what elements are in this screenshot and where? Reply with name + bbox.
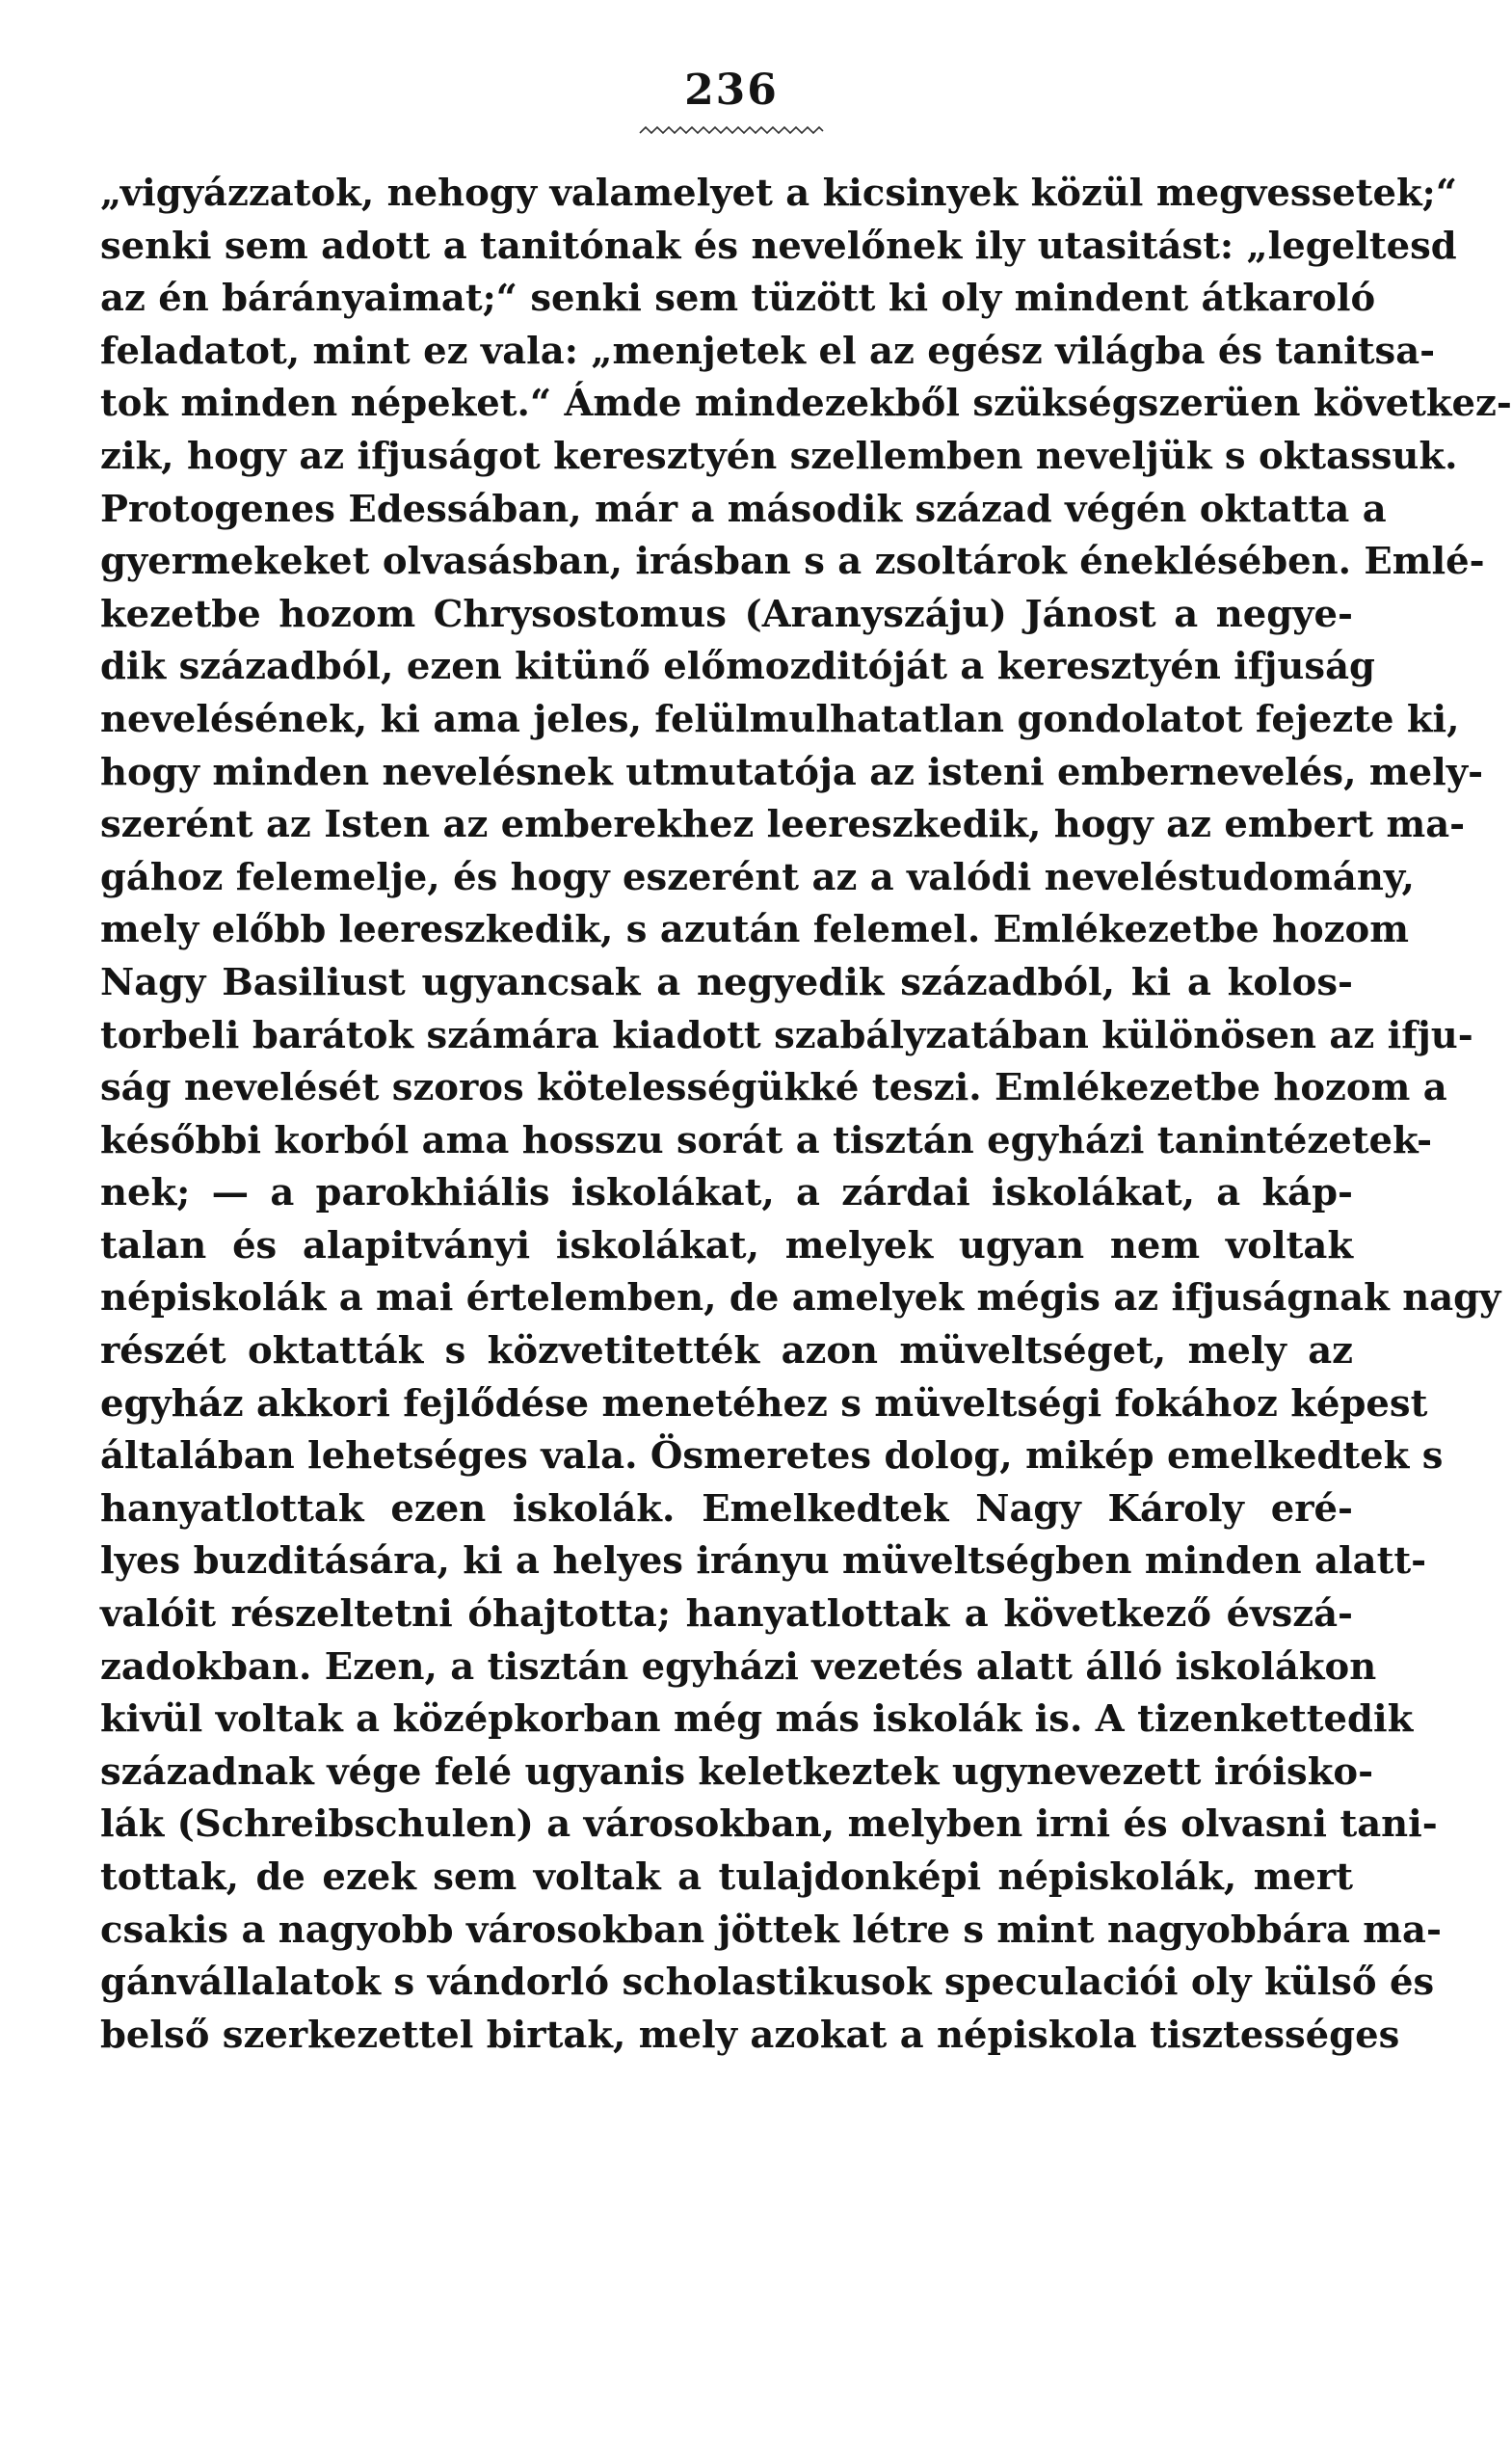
text-line: valóit részeltetni óhajtotta; hanyatlottak a következő évszá- <box>100 1592 1353 1637</box>
text-line: általában lehetséges vala. Ösmeretes dolog, mikép emelkedtek s <box>100 1434 1444 1479</box>
wavy-underline-ornament <box>640 123 823 139</box>
text-line: „vigyázzatok, nehogy valamelyet a kicsinyek közül megvessetek;“ <box>100 172 1458 215</box>
text-line: tottak, de ezek sem voltak a tulajdonképi népiskolák, mert <box>100 1855 1353 1899</box>
text-line: gánvállalatok s vándorló scholastikusok speculaciói oly külső és <box>100 1961 1435 2005</box>
text-line: Protogenes Edessában, már a második század végén oktatta a <box>100 487 1387 531</box>
text-line: szerént az Isten az emberekhez leereszkedik, hogy az embert ma- <box>100 803 1466 847</box>
text-line: csakis a nagyobb városokban jöttek létre s mint nagyobbára ma- <box>100 1908 1442 1952</box>
text-line: kezetbe hozom Chrysostomus (Aranyszáju) Jánost a negye- <box>100 592 1353 636</box>
text-line: dik századból, ezen kitünő előmozditóját a keresztyén ifjuság <box>100 645 1375 689</box>
text-line: lák (Schreibschulen) a városokban, melyben irni és olvasni tani- <box>100 1802 1438 1847</box>
text-line: torbeli barátok számára kiadott szabályzatában különösen az ifju- <box>100 1013 1473 1057</box>
text-line: népiskolák a mai értelemben, de amelyek mégis az ifjuságnak nagy <box>100 1276 1501 1321</box>
text-line: kivül voltak a középkorban még más iskolák is. A tizenkettedik <box>100 1697 1414 1742</box>
text-line: későbbi korból ama hosszu sorát a tisztán egyházi tanintézetek- <box>100 1118 1433 1162</box>
text-line: nevelésének, ki ama jeles, felülmulhatatlan gondolatot fejezte ki, <box>100 697 1460 741</box>
text-line: gyermekeket olvasásban, irásban s a zsoltárok éneklésében. Emlé- <box>100 540 1485 584</box>
text-line: senki sem adott a tanitónak és nevelőnek ily utasitást: „legeltesd <box>100 224 1457 268</box>
text-line: gához felemelje, és hogy eszerént az a valódi neveléstudomány, <box>100 855 1415 899</box>
text-line: feladatot, mint ez vala: „menjetek el az egész világba és tanitsa- <box>100 329 1436 373</box>
text-line: részét oktatták s közvetitették azon müveltséget, mely az <box>100 1329 1353 1374</box>
text-line: zik, hogy az ifjuságot keresztyén szellemben neveljük s oktassuk. <box>100 434 1458 478</box>
text-line: mely előbb leereszkedik, s azután felemel. Emlékezetbe hozom <box>100 908 1409 952</box>
text-line: lyes buzditására, ki a helyes irányu müveltségben minden alatt- <box>100 1539 1427 1584</box>
text-line: nek; — a parokhiális iskolákat, a zárdai iskolákat, a káp- <box>100 1171 1353 1215</box>
text-line: az én bárányaimat;“ senki sem tüzött ki oly mindent átkaroló <box>100 277 1376 321</box>
text-line: hanyatlottak ezen iskolák. Emelkedtek Nagy Károly eré- <box>100 1486 1353 1531</box>
body-text <box>100 168 1512 2062</box>
text-line: talan és alapitványi iskolákat, melyek ugyan nem voltak <box>100 1223 1353 1268</box>
text-line: ság nevelését szoros kötelességükké teszi. Emlékezetbe hozom a <box>100 1066 1447 1110</box>
text-line: Nagy Basiliust ugyancsak a negyedik századból, ki a kolos- <box>100 960 1353 1004</box>
page-number: 236 <box>684 66 779 115</box>
text-line: egyház akkori fejlődése menetéhez s müveltségi fokához képest <box>100 1381 1428 1426</box>
text-line: századnak vége felé ugyanis keletkeztek ugynevezett iróisko- <box>100 1749 1374 1794</box>
text-line: belső szerkezettel birtak, mely azokat a népiskola tisztességes <box>100 2013 1400 2057</box>
text-line: hogy minden nevelésnek utmutatója az isteni embernevelés, mely- <box>100 750 1484 794</box>
text-line: zadokban. Ezen, a tisztán egyházi vezetés alatt álló iskolákon <box>100 1644 1377 1689</box>
text-line: tok minden népeket.“ Ámde mindezekből szükségszerüen következ- <box>100 382 1512 426</box>
